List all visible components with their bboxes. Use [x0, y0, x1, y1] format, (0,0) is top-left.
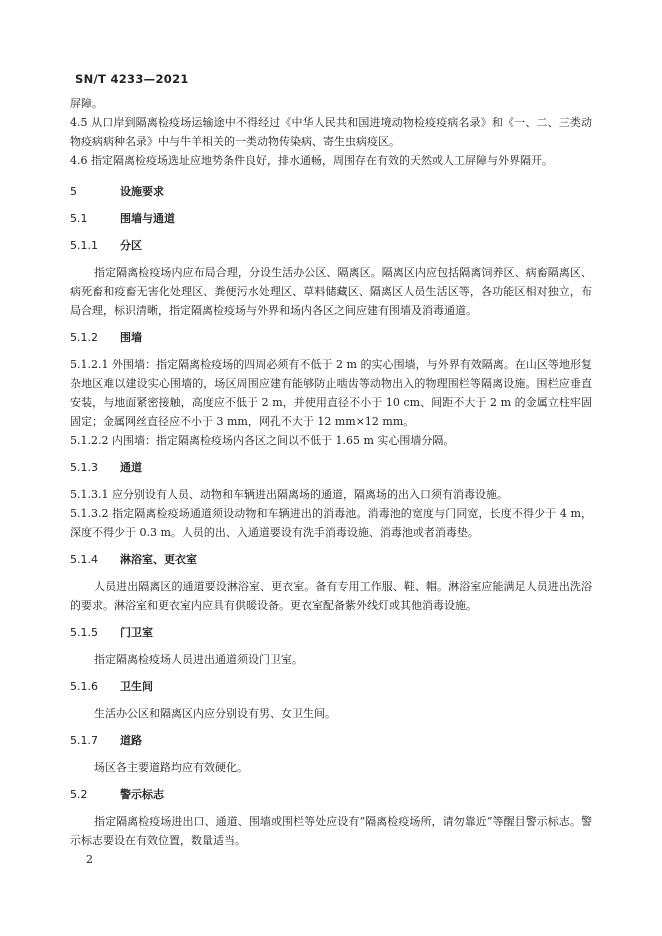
clause-5-1-5-text: 指定隔离检疫场人员进出通道须设门卫室。: [94, 653, 303, 666]
clause-5-2-text: 指定隔离检疫场进出口、通道、围墙或围栏等处应设有“隔离检疫场所，请勿靠近”等醒目警示标志。警示标志要设在有效位置，数量适当。: [70, 815, 592, 847]
heading-number: 5.1.3: [70, 461, 98, 474]
heading-number: 5.1.2: [70, 331, 98, 344]
heading-title: 围墙与通道: [120, 212, 175, 225]
clause-4-6: 4.6 指定隔离检疫场选址应地势条件良好，排水通畅，周围存在有效的天然或人工屏障与外界隔开。: [70, 154, 553, 167]
heading-title: 淋浴室、更衣室: [120, 553, 197, 566]
clause-5-1-4-text: 人员进出隔离区的通道要设淋浴室、更衣室。备有专用工作服、鞋、帽。淋浴室应能满足人员进出洗浴的要求。淋浴室和更衣室内应具有供暖设备。更衣室配备紫外线灯或其他消毒设施。: [70, 580, 592, 612]
heading-number: 5.1.5: [70, 626, 98, 639]
heading-title: 通道: [120, 461, 142, 474]
page-body: [70, 94, 592, 850]
clause-5-1-2-1: 5.1.2.1 外围墙：指定隔离检疫场的四周必须有不低于 2 m 的实心围墙，与外界有效隔离。在山区等地形复杂地区难以建设实心围墙的，场区周围应建有能够防止啮齿等动物出入的物理围栏等隔离设施。围栏应垂直安装，与地面紧密接触，高度应不低于 2 m，并使用直径不小于 10 cm、间距不大于 2 m 的金属立柱牢固固定；金属网丝直径应不小于 3 mm，网孔不大于 12 mm×12 mm。: [70, 358, 592, 428]
heading-title: 设施要求: [120, 185, 164, 198]
heading-number: 5.1.1: [70, 239, 98, 252]
paragraph-continuation: 屏障。: [70, 97, 103, 110]
heading-5-1-3: [70, 458, 592, 477]
heading-title: 分区: [120, 239, 142, 252]
heading-title: 警示标志: [120, 788, 164, 801]
heading-5-1-4: [70, 550, 592, 569]
heading-number: 5.1.6: [70, 680, 98, 693]
heading-number: 5.1: [70, 212, 88, 225]
clause-5-1-7-text: 场区各主要道路均应有效硬化。: [94, 761, 248, 774]
heading-number: 5.2: [70, 788, 88, 801]
heading-5-1-2: [70, 328, 592, 347]
clause-5-1-3-2: 5.1.3.2 指定隔离检疫场通道须设动物和车辆进出的消毒池。消毒池的宽度与门同宽，长度不得少于 4 m，深度不得少于 0.3 m。人员的出、入通道要设有洗手消毒设施、消毒池或者消毒垫。: [70, 507, 592, 539]
standard-number: SN/T 4233—2021: [75, 72, 189, 86]
page-number: 2: [86, 853, 93, 866]
heading-title: 道路: [120, 734, 142, 747]
heading-title: 门卫室: [120, 626, 153, 639]
heading-title: 卫生间: [120, 680, 153, 693]
heading-number: 5.1.4: [70, 553, 98, 566]
heading-5-1-6: [70, 677, 592, 696]
heading-5: [70, 182, 592, 201]
heading-5-1-5: [70, 623, 592, 642]
heading-title: 围墙: [120, 331, 142, 344]
clause-5-1-1-text: 指定隔离检疫场内应布局合理，分设生活办公区、隔离区。隔离区内应包括隔离饲养区、病畜隔离区、病死畜和疫畜无害化处理区、粪便污水处理区、草料储藏区、隔离区人员生活区等，各功能区相对独立，布局合理，标识清晰，指定隔离检疫场与外界和场内各区之间应建有围墙及消毒通道。: [70, 266, 592, 317]
heading-number: 5: [70, 185, 77, 198]
heading-5-1: [70, 209, 592, 228]
heading-number: 5.1.7: [70, 734, 98, 747]
heading-5-1-1: [70, 236, 592, 255]
clause-5-1-2-2: 5.1.2.2 内围墙：指定隔离检疫场内各区之间以不低于 1.65 m 实心围墙分隔。: [70, 434, 455, 447]
clause-5-1-6-text: 生活办公区和隔离区内应分别设有男、女卫生间。: [94, 707, 336, 720]
heading-5-1-7: [70, 731, 592, 750]
clause-5-1-3-1: 5.1.3.1 应分别设有人员、动物和车辆进出隔离场的通道，隔离场的出入口须有消毒设施。: [70, 488, 508, 501]
heading-5-2: [70, 785, 592, 804]
clause-4-5: 4.5 从口岸到隔离检疫场运输途中不得经过《中华人民共和国进境动物检疫疫病名录》和《一、二、三类动物疫病病种名录》中与牛羊相关的一类动物传染病、寄生虫病疫区。: [70, 116, 592, 148]
